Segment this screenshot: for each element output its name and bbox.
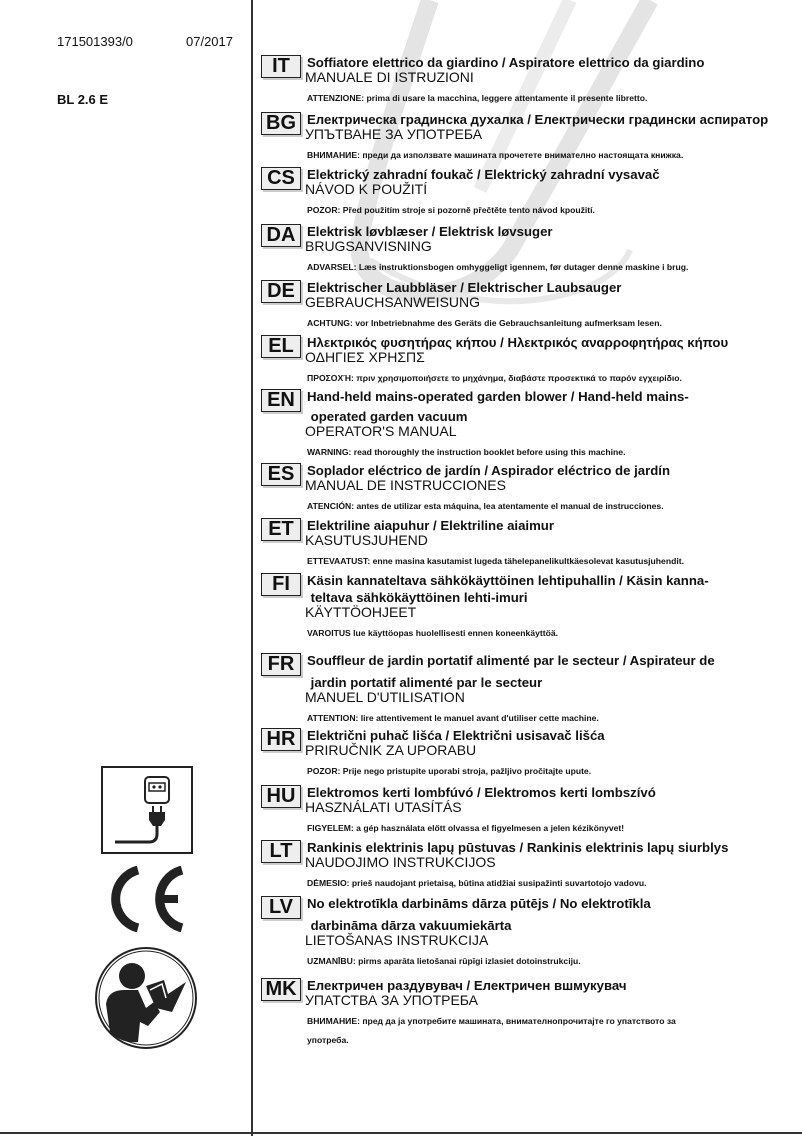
- product-title: jardin portatif alimenté par le secteur: [307, 675, 543, 690]
- manual-title: УПАТСТВА ЗА УПОТРЕБА: [305, 992, 479, 1008]
- language-code-badge: EN: [261, 389, 301, 412]
- language-code-badge: ES: [261, 463, 301, 486]
- language-code-badge: DA: [261, 224, 301, 247]
- manual-title: HASZNÁLATI UTASÍTÁS: [305, 799, 462, 815]
- product-title: Souffleur de jardin portatif alimenté par le secteur / Aspirateur de: [307, 653, 715, 668]
- section-hu: [261, 785, 796, 838]
- manual-title: NAUDOJIMO INSTRUKCIJOS: [305, 854, 496, 870]
- product-title: Elektrický zahradní foukač / Elektrický zahradní vysavač: [307, 167, 660, 182]
- section-et: [261, 518, 796, 571]
- manual-title: BRUGSANVISNING: [305, 238, 432, 254]
- section-it: [261, 55, 796, 108]
- model-name: BL 2.6 E: [57, 92, 109, 107]
- manual-title: OPERATOR'S MANUAL: [305, 423, 457, 439]
- warning-text: ВНИМАНИЕ: пред да ја употребите машината, внимателнопрочитајте го упатството за: [307, 1016, 676, 1026]
- section-fi: [261, 573, 796, 643]
- section-body: [307, 840, 796, 893]
- section-es: [261, 463, 796, 516]
- warning-text: ETTEVAATUST: enne masina kasutamist lugeda tähelepanelikultkäesolevat kasutusjuhendit.: [307, 556, 684, 566]
- language-code-badge: FI: [261, 573, 301, 596]
- section-cs: [261, 167, 796, 220]
- manual-title: ΟΔΗΓΙΕΣ ΧΡΗΣΠΣ: [305, 349, 425, 365]
- product-title: Soffiatore elettrico da giardino / Aspiratore elettrico da giardino: [307, 55, 705, 70]
- section-mk: [261, 978, 796, 1050]
- product-title: Електричен раздувувач / Електричен вшмукувач: [307, 978, 627, 993]
- manual-title: MANUALE DI ISTRUZIONI: [305, 69, 474, 85]
- warning-text: VAROITUS lue käyttöopas huolellisesti ennen koneenkäyttöä.: [307, 628, 559, 638]
- product-title: Elektrischer Laubbläser / Elektrischer Laubsauger: [307, 280, 622, 295]
- section-da: [261, 224, 796, 277]
- product-title: Elektriline aiapuhur / Elektriline aiaimur: [307, 518, 554, 533]
- manual-title: УПЪТВАНЕ ЗА УПОТРЕБА: [305, 126, 483, 142]
- language-code-badge: BG: [261, 112, 301, 135]
- product-title: Elektrisk løvblæser / Elektrisk løvsuger: [307, 224, 553, 239]
- warning-text: употреба.: [307, 1035, 349, 1045]
- product-title: darbināma dārza vakuumiekārta: [307, 918, 512, 933]
- section-fr: [261, 653, 796, 728]
- ce-mark-icon: [102, 866, 188, 937]
- section-hr: [261, 728, 796, 781]
- section-body: [307, 55, 796, 108]
- warning-text: ACHTUNG: vor Inbetriebnahme des Geräts die Gebrauchsanleitung aufmerksam lesen.: [307, 318, 662, 328]
- section-body: [307, 728, 796, 781]
- document-code: 171501393/0: [57, 34, 133, 49]
- language-code-badge: FR: [261, 653, 301, 676]
- section-body: [307, 653, 796, 728]
- warning-text: ATTENTION: lire attentivement le manuel avant d'utiliser cette machine.: [307, 713, 599, 723]
- section-body: [307, 573, 796, 643]
- warning-text: ΠΡΟΣΟΧΉ: πριν χρησιμοποιήσετε το μηχάνημα, διαβάστε προσεκτικά το παρόν εγχειρίδιο.: [307, 373, 682, 383]
- manual-title: GEBRAUCHSANWEISUNG: [305, 294, 481, 310]
- warning-text: FIGYELEM: a gép használata előtt olvassa el figyelmesen a jelen kézikönyvet!: [307, 823, 625, 833]
- language-code-badge: CS: [261, 167, 301, 190]
- language-code-badge: HR: [261, 728, 301, 751]
- product-title: teltava sähkökäyttöinen lehti-imuri: [307, 590, 528, 605]
- product-title: No elektrotīkla darbināms dārza pūtējs / No elektrotīkla: [307, 896, 651, 911]
- product-title: Hand-held mains-operated garden blower / Hand-held mains-: [307, 389, 689, 404]
- section-body: [307, 167, 796, 220]
- warning-text: ADVARSEL: Læs instruktionsbogen omhyggeligt igennem, før dutager denne maskine i brug.: [307, 262, 689, 272]
- section-de: [261, 280, 796, 333]
- manual-title: LIETOŠANAS INSTRUKCIJA: [305, 932, 489, 948]
- product-title: Električni puhač lišća / Električni usisavač lišća: [307, 728, 605, 743]
- section-body: [307, 518, 796, 571]
- warning-text: WARNING: read thoroughly the instruction booklet before using this machine.: [307, 447, 626, 457]
- product-title: Käsin kannateltava sähkökäyttöinen lehtipuhallin / Käsin kanna-: [307, 573, 709, 588]
- warning-text: POZOR: Před použitím stroje si pozorně přečtěte tento návod kpoužití.: [307, 205, 595, 215]
- warning-text: ВНИМАНИЕ: преди да използвате машината прочетете внимателно настоящата книжка.: [307, 150, 684, 160]
- warning-text: ATTENZIONE: prima di usare la macchina, leggere attentamente il presente libretto.: [307, 93, 648, 103]
- product-title: Elektromos kerti lombfúvó / Elektromos kerti lombszívó: [307, 785, 656, 800]
- language-code-badge: MK: [261, 978, 301, 1001]
- section-el: [261, 335, 796, 388]
- section-body: [307, 978, 796, 1050]
- language-code-badge: LV: [261, 896, 301, 919]
- manual-title: MANUEL D'UTILISATION: [305, 689, 465, 705]
- bottom-rule: [0, 1132, 802, 1134]
- section-body: [307, 785, 796, 838]
- language-code-badge: IT: [261, 55, 301, 78]
- warning-text: DĖMESIO: prieš naudojant prietaisą, būtina atidžiai susipažinti suvartotojo vadovu.: [307, 878, 647, 888]
- plug-unplug-icon: [101, 766, 193, 859]
- manual-title: PRIRUČNIK ZA UPORABU: [305, 742, 477, 758]
- column-divider: [251, 0, 253, 1136]
- section-en: [261, 389, 796, 462]
- read-manual-icon: [94, 946, 198, 1055]
- product-title: Rankinis elektrinis lapų pūstuvas / Rankinis elektrinis lapų siurblys: [307, 840, 729, 855]
- section-body: [307, 280, 796, 333]
- manual-title: KASUTUSJUHEND: [305, 532, 428, 548]
- product-title: operated garden vacuum: [307, 409, 468, 424]
- section-body: [307, 389, 796, 462]
- language-code-badge: DE: [261, 280, 301, 303]
- warning-text: UZMANĪBU: pirms aparāta lietošanai rūpīgi izlasiet dotoinstrukciju.: [307, 956, 581, 966]
- section-body: [307, 112, 796, 165]
- warning-text: POZOR: Prije nego pristupite uporabi stroja, pažljivo pročitajte upute.: [307, 766, 592, 776]
- section-lv: [261, 896, 796, 971]
- section-body: [307, 896, 796, 971]
- section-body: [307, 224, 796, 277]
- section-body: [307, 463, 796, 516]
- section-bg: [261, 112, 796, 165]
- product-title: Електрическа градинска духалка / Електрически градински аспиратор: [307, 112, 769, 127]
- document-date: 07/2017: [186, 34, 233, 49]
- section-body: [307, 335, 796, 388]
- product-title: Ηλεκτρικός φυσητήρας κήπου / Ηλεκτρικός αναρροφητήρας κήπου: [307, 335, 729, 350]
- manual-title: MANUAL DE INSTRUCCIONES: [305, 477, 506, 493]
- product-title: Soplador eléctrico de jardín / Aspirador eléctrico de jardín: [307, 463, 670, 478]
- warning-text: ATENCIÓN: antes de utilizar esta máquina, lea atentamente el manual de instrucciones.: [307, 501, 664, 511]
- language-code-badge: HU: [261, 785, 301, 808]
- language-code-badge: EL: [261, 335, 301, 358]
- manual-title: KÄYTTÖOHJEET: [305, 604, 417, 620]
- language-code-badge: ET: [261, 518, 301, 541]
- language-code-badge: LT: [261, 840, 301, 863]
- section-lt: [261, 840, 796, 893]
- manual-title: NÁVOD K POUŽITÍ: [305, 181, 428, 197]
